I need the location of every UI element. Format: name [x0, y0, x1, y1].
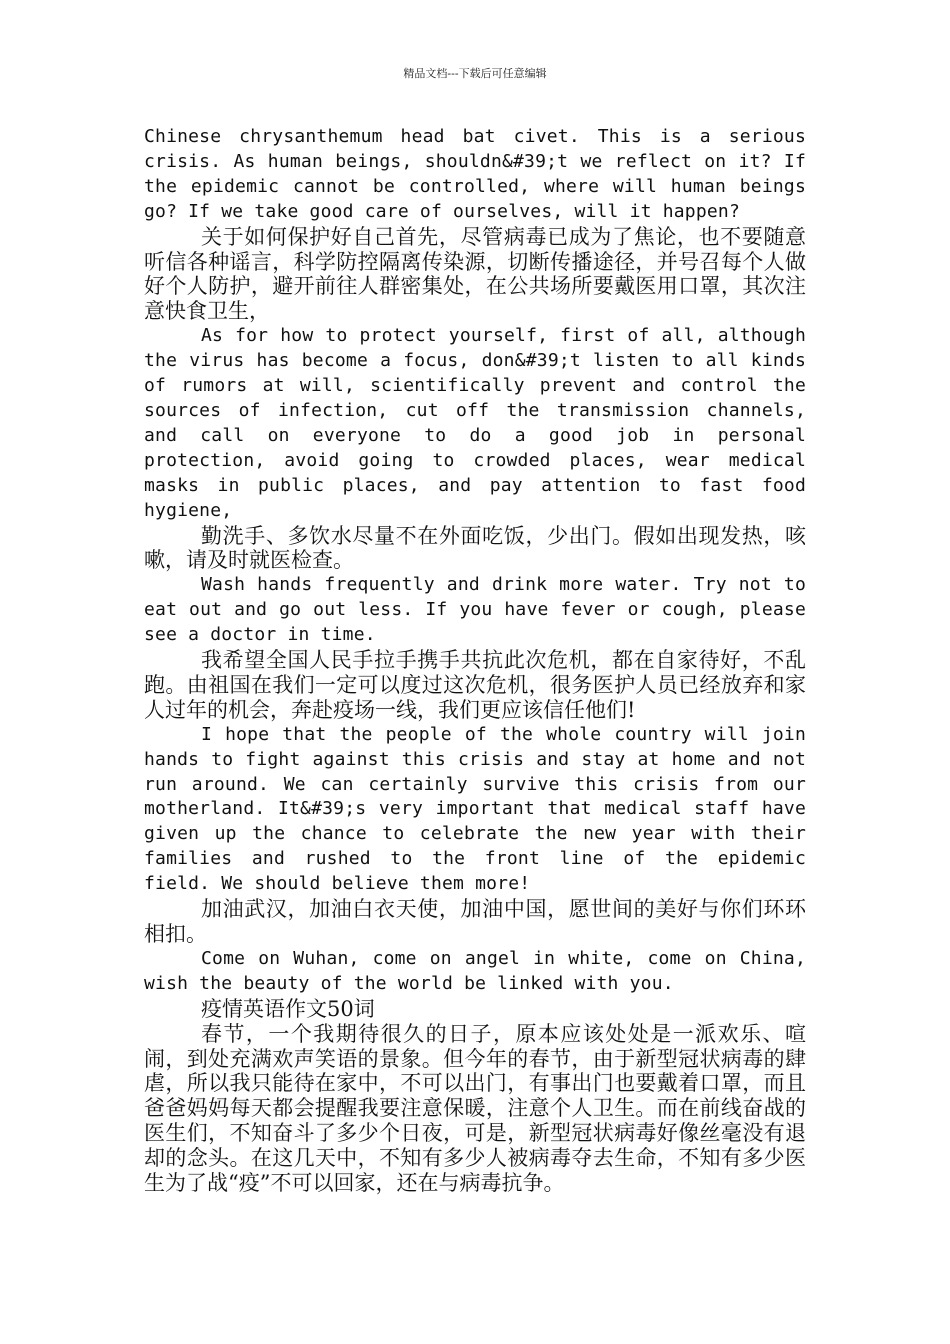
- paragraph-en-3: Wash hands frequently and drink more water. Try not to eat out and go out less. If you have fever or cough, please see a doctor in time.: [144, 574, 806, 646]
- paragraph-zh-1: 关于如何保护好自己首先，尽管病毒已成为了焦论，也不要随意听信各种谣言，科学防控隔离传染源，切断传播途径，并号召每个人做好个人防护，避开前往人群密集处，在公共场所要戴医用口罩，其次注意快食卫生，: [144, 224, 806, 324]
- page-header: 精品文档---下载后可任意编辑: [403, 67, 547, 80]
- paragraph-zh-4: 加油武汉，加油白衣天使，加油中国，愿世间的美好与你们环环相扣。: [144, 897, 806, 946]
- section-heading: 疫情英语作文50词: [201, 996, 375, 1021]
- paragraph-en-2: As for how to protect yourself, first of all, although the virus has become a focus, don&#39;t listen to all kinds of rumors at will, scientifically prevent and control the sources of infection, cut off the transmission channels, and call on everyone to do a good job in personal protection, avoid going to crowded places, wear medical masks in public places, and pay attention to fast food hygiene,: [144, 325, 806, 521]
- paragraph-en-4: I hope that the people of the whole country will join hands to fight against this crisis and stay at home and not run around. We can certainly survive this crisis from our motherland. It&#39;s very important that medical staff have given up the chance to celebrate the new year with their families and rushed to the front line of the epidemic field. We should believe them more!: [144, 723, 806, 895]
- paragraph-zh-5: 春节，一个我期待很久的日子，原本应该处处是一派欢乐、喧闹，到处充满欢声笑语的景象。但今年的春节，由于新型冠状病毒的肆虐，所以我只能待在家中，不可以出门，有事出门也要戴着口罩，而且爸爸妈妈每天都会提醒我要注意保暖，注意个人卫生。而在前线奋战的医生们，不知奋斗了多少个日夜，可是，新型冠状病毒好像丝毫没有退却的念头。在这几天中，不知有多少人被病毒夺去生命，不知有多少医生为了战“疫”不可以回家，还在与病毒抗争。: [144, 1021, 806, 1196]
- paragraph-zh-3: 我希望全国人民手拉手携手共抗此次危机，都在自家待好，不乱跑。由祖国在我们一定可以度过这次危机，很务医护人员已经放弃和家人过年的机会，奔赴疫场一线，我们更应该信任他们!: [144, 648, 806, 722]
- document-body: [144, 125, 806, 1196]
- paragraph-zh-2: 勤洗手、多饮水尽量不在外面吃饭，少出门。假如出现发热，咳嗽，请及时就医检查。: [144, 523, 806, 573]
- paragraph-en-1: Chinese chrysanthemum head bat civet. This is a serious crisis. As human beings, shouldn&#39;t we reflect on it? If the epidemic cannot be controlled, where will human beings go? If we take good care of ourselves, will it happen?: [144, 126, 806, 222]
- paragraph-en-5: Come on Wuhan, come on angel in white, come on China, wish the beauty of the world be linked with you.: [144, 947, 806, 994]
